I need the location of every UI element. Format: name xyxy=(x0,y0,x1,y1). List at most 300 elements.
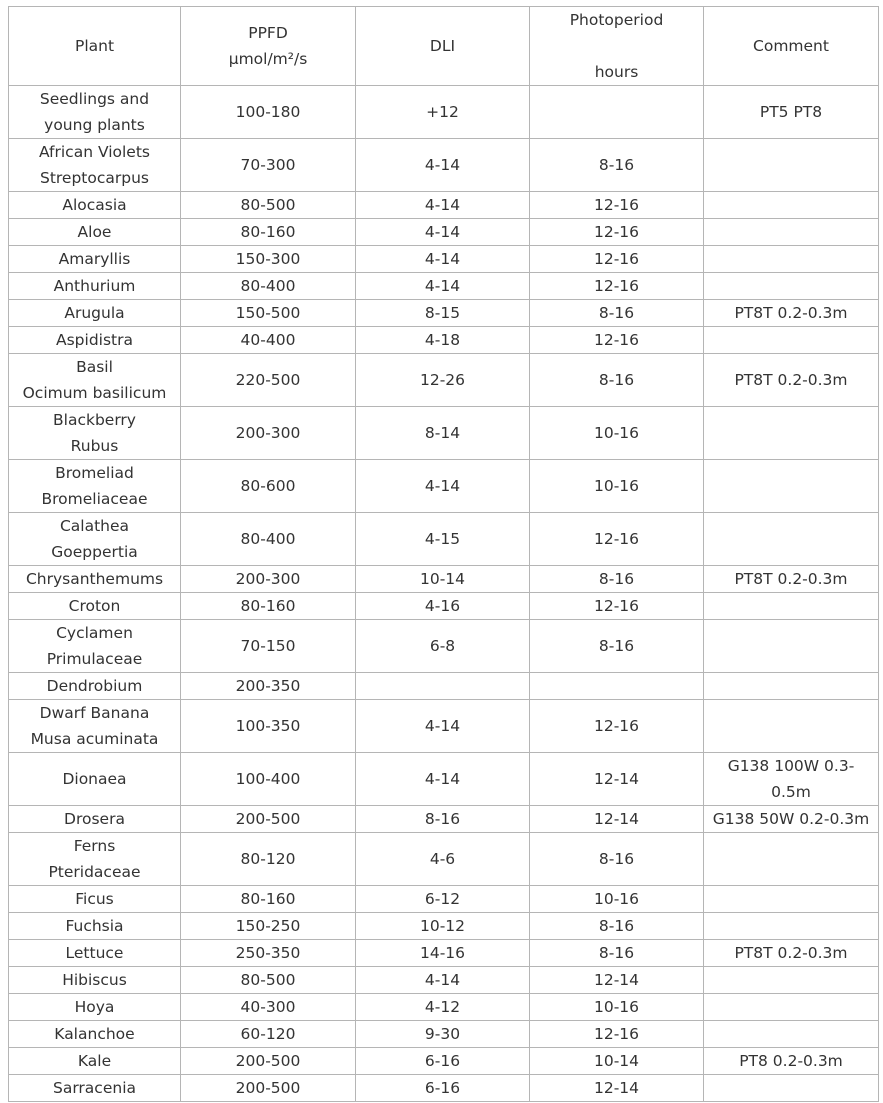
cell-dli xyxy=(356,354,530,407)
cell-dli-value: 4-14 xyxy=(424,477,461,495)
cell-comment xyxy=(704,300,879,327)
cell-dli xyxy=(356,1048,530,1075)
cell-dli xyxy=(356,940,530,967)
table-row xyxy=(9,967,879,994)
table-row xyxy=(9,566,879,593)
cell-comment-line: G138 50W 0.2-0.3m xyxy=(712,810,870,828)
cell-ppfd xyxy=(181,460,356,513)
cell-plant xyxy=(9,1021,181,1048)
table-row xyxy=(9,833,879,886)
table-row xyxy=(9,513,879,566)
cell-ppfd-value: 60-120 xyxy=(240,1025,296,1043)
table-row xyxy=(9,219,879,246)
cell-ppfd-value: 150-300 xyxy=(235,250,301,268)
cell-dli xyxy=(356,86,530,139)
cell-plant-line: Calathea xyxy=(59,517,130,535)
cell-plant xyxy=(9,886,181,913)
cell-photoperiod-value: 12-16 xyxy=(593,717,640,735)
cell-dli xyxy=(356,593,530,620)
cell-photoperiod-value: 8-16 xyxy=(598,637,635,655)
cell-plant xyxy=(9,219,181,246)
cell-plant-line: Ocimum basilicum xyxy=(22,384,167,402)
cell-plant-line: Seedlings and xyxy=(39,90,150,108)
cell-comment xyxy=(704,327,879,354)
cell-plant-line: Lettuce xyxy=(65,944,124,962)
table-row xyxy=(9,86,879,139)
cell-photoperiod xyxy=(530,593,704,620)
cell-plant xyxy=(9,620,181,673)
cell-dli-value: 4-12 xyxy=(424,998,461,1016)
cell-comment xyxy=(704,940,879,967)
cell-dli xyxy=(356,994,530,1021)
cell-dli-value: +12 xyxy=(426,103,459,121)
cell-plant-line: Chrysanthemums xyxy=(25,570,164,588)
cell-dli xyxy=(356,886,530,913)
cell-comment xyxy=(704,139,879,192)
table-row xyxy=(9,753,879,806)
cell-plant-line: Aloe xyxy=(77,223,112,241)
cell-plant-line: Alocasia xyxy=(62,196,127,214)
cell-dli-value: 4-14 xyxy=(424,196,461,214)
cell-ppfd-value: 200-500 xyxy=(235,1052,301,1070)
cell-ppfd xyxy=(181,513,356,566)
cell-comment xyxy=(704,1048,879,1075)
cell-comment xyxy=(704,513,879,566)
cell-comment-line: PT8T 0.2-0.3m xyxy=(734,304,848,322)
cell-dli xyxy=(356,327,530,354)
cell-dli-value: 4-14 xyxy=(424,770,461,788)
cell-plant-line: Amaryllis xyxy=(58,250,131,268)
cell-ppfd xyxy=(181,753,356,806)
cell-plant xyxy=(9,1075,181,1102)
table-row xyxy=(9,994,879,1021)
cell-plant xyxy=(9,86,181,139)
cell-ppfd xyxy=(181,886,356,913)
cell-photoperiod-value: 8-16 xyxy=(598,917,635,935)
cell-plant-line: young plants xyxy=(44,116,145,134)
header-comment-label: Comment xyxy=(753,37,829,55)
header-plant-label: Plant xyxy=(74,37,115,55)
cell-plant-line: Croton xyxy=(68,597,121,615)
cell-dli xyxy=(356,753,530,806)
cell-photoperiod xyxy=(530,300,704,327)
cell-plant-line: African Violets xyxy=(38,143,150,161)
cell-plant-line: Blackberry xyxy=(53,411,136,429)
cell-ppfd xyxy=(181,192,356,219)
cell-photoperiod xyxy=(530,886,704,913)
table-row xyxy=(9,593,879,620)
cell-dli xyxy=(356,566,530,593)
cell-comment xyxy=(704,354,879,407)
cell-dli-value: 4-14 xyxy=(424,250,461,268)
header-ppfd-unit: μmol/m²/s xyxy=(228,50,308,68)
table-row xyxy=(9,940,879,967)
cell-dli-value: 8-14 xyxy=(424,424,461,442)
cell-plant-line: Hibiscus xyxy=(62,971,127,989)
cell-dli xyxy=(356,700,530,753)
cell-ppfd-value: 100-400 xyxy=(235,770,301,788)
cell-plant-line: Dendrobium xyxy=(46,677,143,695)
cell-ppfd-value: 250-350 xyxy=(235,944,301,962)
cell-plant xyxy=(9,994,181,1021)
cell-photoperiod xyxy=(530,940,704,967)
cell-ppfd-value: 200-350 xyxy=(235,677,301,695)
cell-ppfd-value: 80-400 xyxy=(240,530,296,548)
table-row xyxy=(9,139,879,192)
cell-plant xyxy=(9,593,181,620)
table-header xyxy=(9,7,879,86)
cell-dli-value: 4-14 xyxy=(424,277,461,295)
cell-comment xyxy=(704,994,879,1021)
cell-photoperiod-value: 10-16 xyxy=(593,890,640,908)
cell-plant xyxy=(9,700,181,753)
cell-comment xyxy=(704,192,879,219)
cell-photoperiod xyxy=(530,354,704,407)
cell-ppfd-value: 80-160 xyxy=(240,597,296,615)
cell-dli xyxy=(356,1075,530,1102)
cell-dli xyxy=(356,967,530,994)
cell-photoperiod-value: 10-16 xyxy=(593,424,640,442)
header-ppfd-label: PPFD xyxy=(248,24,288,42)
cell-ppfd-value: 80-500 xyxy=(240,196,296,214)
cell-plant-line: Sarracenia xyxy=(53,1079,136,1097)
cell-ppfd xyxy=(181,354,356,407)
cell-ppfd-value: 200-300 xyxy=(235,570,301,588)
cell-photoperiod xyxy=(530,806,704,833)
cell-plant-line: Hoya xyxy=(74,998,115,1016)
cell-photoperiod-value: 8-16 xyxy=(598,944,635,962)
cell-ppfd xyxy=(181,86,356,139)
cell-dli xyxy=(356,219,530,246)
cell-photoperiod-value: 12-16 xyxy=(593,597,640,615)
cell-photoperiod-value: 8-16 xyxy=(598,156,635,174)
cell-photoperiod xyxy=(530,1021,704,1048)
cell-dli-value: 9-30 xyxy=(424,1025,461,1043)
header-dli xyxy=(356,7,530,86)
cell-ppfd xyxy=(181,994,356,1021)
cell-ppfd xyxy=(181,620,356,673)
cell-dli-value: 8-15 xyxy=(424,304,461,322)
cell-ppfd-value: 200-500 xyxy=(235,810,301,828)
cell-plant xyxy=(9,753,181,806)
table-row xyxy=(9,886,879,913)
cell-ppfd-value: 200-300 xyxy=(235,424,301,442)
cell-dli-value: 6-8 xyxy=(429,637,456,655)
cell-dli-value: 4-14 xyxy=(424,223,461,241)
table-row xyxy=(9,192,879,219)
cell-photoperiod-value: 10-16 xyxy=(593,998,640,1016)
cell-comment xyxy=(704,566,879,593)
cell-plant xyxy=(9,513,181,566)
cell-plant xyxy=(9,246,181,273)
cell-ppfd xyxy=(181,566,356,593)
table-row xyxy=(9,1075,879,1102)
cell-ppfd xyxy=(181,913,356,940)
cell-comment xyxy=(704,806,879,833)
cell-photoperiod xyxy=(530,513,704,566)
cell-ppfd xyxy=(181,833,356,886)
cell-dli-value: 6-16 xyxy=(424,1052,461,1070)
cell-comment xyxy=(704,886,879,913)
cell-photoperiod xyxy=(530,139,704,192)
cell-ppfd xyxy=(181,967,356,994)
cell-ppfd xyxy=(181,219,356,246)
cell-plant xyxy=(9,833,181,886)
cell-photoperiod xyxy=(530,913,704,940)
table-row xyxy=(9,620,879,673)
table-row xyxy=(9,460,879,513)
cell-ppfd-value: 80-160 xyxy=(240,223,296,241)
cell-plant-line: Fuchsia xyxy=(65,917,124,935)
cell-plant xyxy=(9,806,181,833)
cell-photoperiod xyxy=(530,967,704,994)
header-row xyxy=(9,7,879,86)
cell-photoperiod-value: 12-14 xyxy=(593,810,640,828)
cell-comment xyxy=(704,753,879,806)
cell-comment-line: PT8 0.2-0.3m xyxy=(739,1052,843,1070)
cell-dli xyxy=(356,300,530,327)
cell-dli xyxy=(356,1021,530,1048)
cell-photoperiod xyxy=(530,1075,704,1102)
cell-photoperiod xyxy=(530,460,704,513)
plant-lighting-table xyxy=(8,6,879,1102)
header-plant xyxy=(9,7,181,86)
cell-plant-line: Bromeliaceae xyxy=(41,490,148,508)
cell-plant-line: Musa acuminata xyxy=(30,730,159,748)
cell-ppfd xyxy=(181,673,356,700)
cell-photoperiod xyxy=(530,327,704,354)
cell-dli-value: 12-26 xyxy=(419,371,466,389)
cell-photoperiod xyxy=(530,566,704,593)
plant-lighting-table-container xyxy=(8,6,879,1102)
cell-photoperiod-value: 8-16 xyxy=(598,371,635,389)
cell-dli-value: 14-16 xyxy=(419,944,466,962)
table-row xyxy=(9,246,879,273)
cell-ppfd-value: 200-500 xyxy=(235,1079,301,1097)
cell-photoperiod-value: 8-16 xyxy=(598,570,635,588)
cell-dli-value: 4-18 xyxy=(424,331,461,349)
cell-photoperiod-value: 10-16 xyxy=(593,477,640,495)
cell-ppfd xyxy=(181,700,356,753)
cell-ppfd-value: 80-120 xyxy=(240,850,296,868)
table-row xyxy=(9,806,879,833)
cell-ppfd-value: 100-350 xyxy=(235,717,301,735)
cell-plant-line: Ficus xyxy=(75,890,114,908)
cell-comment xyxy=(704,620,879,673)
cell-ppfd xyxy=(181,806,356,833)
table-row xyxy=(9,913,879,940)
cell-plant xyxy=(9,407,181,460)
cell-comment xyxy=(704,593,879,620)
cell-dli-value: 4-6 xyxy=(429,850,456,868)
table-row xyxy=(9,327,879,354)
cell-ppfd xyxy=(181,593,356,620)
cell-ppfd xyxy=(181,300,356,327)
cell-comment xyxy=(704,700,879,753)
cell-photoperiod-value: 10-14 xyxy=(593,1052,640,1070)
cell-plant-line: Kalanchoe xyxy=(54,1025,135,1043)
cell-photoperiod xyxy=(530,407,704,460)
cell-photoperiod xyxy=(530,833,704,886)
cell-photoperiod-value: 12-16 xyxy=(593,277,640,295)
cell-ppfd xyxy=(181,273,356,300)
cell-plant xyxy=(9,566,181,593)
cell-plant-line: Aspidistra xyxy=(56,331,133,349)
cell-ppfd-value: 40-400 xyxy=(240,331,296,349)
cell-ppfd-value: 80-160 xyxy=(240,890,296,908)
cell-dli xyxy=(356,673,530,700)
cell-dli xyxy=(356,833,530,886)
header-photoperiod-unit: hours xyxy=(594,63,639,81)
cell-ppfd-value: 150-500 xyxy=(235,304,301,322)
table-row xyxy=(9,1021,879,1048)
cell-dli xyxy=(356,407,530,460)
table-body xyxy=(9,86,879,1102)
table-row xyxy=(9,354,879,407)
cell-plant xyxy=(9,327,181,354)
table-row xyxy=(9,407,879,460)
cell-dli xyxy=(356,246,530,273)
cell-plant xyxy=(9,1048,181,1075)
cell-photoperiod-value: 8-16 xyxy=(598,850,635,868)
cell-ppfd xyxy=(181,407,356,460)
table-row xyxy=(9,700,879,753)
table-row xyxy=(9,300,879,327)
cell-comment-line: PT8T 0.2-0.3m xyxy=(734,570,848,588)
cell-plant-line: Anthurium xyxy=(53,277,136,295)
cell-photoperiod-value: 8-16 xyxy=(598,304,635,322)
cell-ppfd-value: 220-500 xyxy=(235,371,301,389)
cell-plant-line: Dionaea xyxy=(62,770,127,788)
cell-dli-value: 6-12 xyxy=(424,890,461,908)
cell-plant-line: Ferns xyxy=(73,837,116,855)
table-row xyxy=(9,273,879,300)
cell-ppfd xyxy=(181,1048,356,1075)
header-dli-label: DLI xyxy=(429,37,456,55)
cell-plant-line: Streptocarpus xyxy=(39,169,149,187)
cell-plant xyxy=(9,460,181,513)
cell-comment xyxy=(704,407,879,460)
cell-dli-value: 4-16 xyxy=(424,597,461,615)
cell-comment xyxy=(704,460,879,513)
cell-photoperiod-value: 12-14 xyxy=(593,971,640,989)
cell-photoperiod-value: 12-16 xyxy=(593,223,640,241)
cell-dli-value: 4-14 xyxy=(424,156,461,174)
cell-comment xyxy=(704,246,879,273)
cell-plant-line: Bromeliad xyxy=(55,464,134,482)
cell-photoperiod xyxy=(530,700,704,753)
cell-plant xyxy=(9,273,181,300)
cell-ppfd-value: 40-300 xyxy=(240,998,296,1016)
cell-ppfd xyxy=(181,1021,356,1048)
cell-plant xyxy=(9,913,181,940)
cell-comment xyxy=(704,833,879,886)
cell-ppfd-value: 80-600 xyxy=(240,477,296,495)
cell-plant xyxy=(9,940,181,967)
cell-ppfd xyxy=(181,1075,356,1102)
cell-photoperiod-value: 12-14 xyxy=(593,770,640,788)
header-photoperiod-label: Photoperiod xyxy=(569,11,664,29)
cell-comment xyxy=(704,86,879,139)
cell-plant-line: Basil xyxy=(76,358,113,376)
cell-plant-line: Goeppertia xyxy=(51,543,138,561)
cell-plant-line: Drosera xyxy=(64,810,125,828)
header-photoperiod xyxy=(530,7,704,86)
cell-plant-line: Pteridaceae xyxy=(48,863,141,881)
cell-ppfd-value: 80-400 xyxy=(240,277,296,295)
cell-comment-line: G138 100W 0.3- xyxy=(727,757,855,775)
cell-ppfd xyxy=(181,940,356,967)
cell-dli-value: 6-16 xyxy=(424,1079,461,1097)
cell-plant xyxy=(9,300,181,327)
cell-photoperiod-value: 12-16 xyxy=(593,250,640,268)
cell-comment-line: PT8T 0.2-0.3m xyxy=(734,944,848,962)
cell-plant-line: Primulaceae xyxy=(46,650,143,668)
cell-photoperiod xyxy=(530,673,704,700)
cell-ppfd-value: 150-250 xyxy=(235,917,301,935)
cell-photoperiod-value: 12-16 xyxy=(593,331,640,349)
cell-dli xyxy=(356,273,530,300)
cell-ppfd-value: 80-500 xyxy=(240,971,296,989)
cell-photoperiod-value: 12-16 xyxy=(593,1025,640,1043)
cell-dli xyxy=(356,806,530,833)
cell-photoperiod xyxy=(530,246,704,273)
cell-dli xyxy=(356,913,530,940)
cell-dli xyxy=(356,460,530,513)
cell-photoperiod xyxy=(530,620,704,673)
cell-photoperiod xyxy=(530,192,704,219)
cell-dli-value: 8-16 xyxy=(424,810,461,828)
cell-comment xyxy=(704,1075,879,1102)
cell-comment xyxy=(704,967,879,994)
cell-plant-line: Arugula xyxy=(64,304,125,322)
cell-ppfd xyxy=(181,139,356,192)
cell-plant xyxy=(9,354,181,407)
cell-ppfd xyxy=(181,246,356,273)
cell-photoperiod xyxy=(530,219,704,246)
cell-dli-value: 4-14 xyxy=(424,717,461,735)
cell-photoperiod-value: 12-16 xyxy=(593,530,640,548)
cell-dli xyxy=(356,620,530,673)
cell-dli-value: 4-14 xyxy=(424,971,461,989)
cell-comment-line: 0.5m xyxy=(771,783,811,801)
cell-comment xyxy=(704,1021,879,1048)
cell-plant xyxy=(9,139,181,192)
cell-comment xyxy=(704,673,879,700)
table-row xyxy=(9,1048,879,1075)
cell-plant xyxy=(9,673,181,700)
cell-dli-value: 10-14 xyxy=(419,570,466,588)
cell-ppfd-value: 70-300 xyxy=(240,156,296,174)
cell-photoperiod xyxy=(530,753,704,806)
cell-photoperiod xyxy=(530,86,704,139)
cell-dli xyxy=(356,192,530,219)
cell-ppfd-value: 70-150 xyxy=(240,637,296,655)
cell-photoperiod xyxy=(530,994,704,1021)
cell-comment-line: PT5 PT8 xyxy=(759,103,823,121)
cell-photoperiod xyxy=(530,1048,704,1075)
cell-plant-line: Rubus xyxy=(70,437,119,455)
cell-plant xyxy=(9,192,181,219)
cell-dli xyxy=(356,513,530,566)
cell-comment xyxy=(704,219,879,246)
header-ppfd xyxy=(181,7,356,86)
cell-photoperiod xyxy=(530,273,704,300)
cell-ppfd xyxy=(181,327,356,354)
cell-plant-line: Cyclamen xyxy=(56,624,133,642)
cell-comment xyxy=(704,913,879,940)
cell-plant xyxy=(9,967,181,994)
